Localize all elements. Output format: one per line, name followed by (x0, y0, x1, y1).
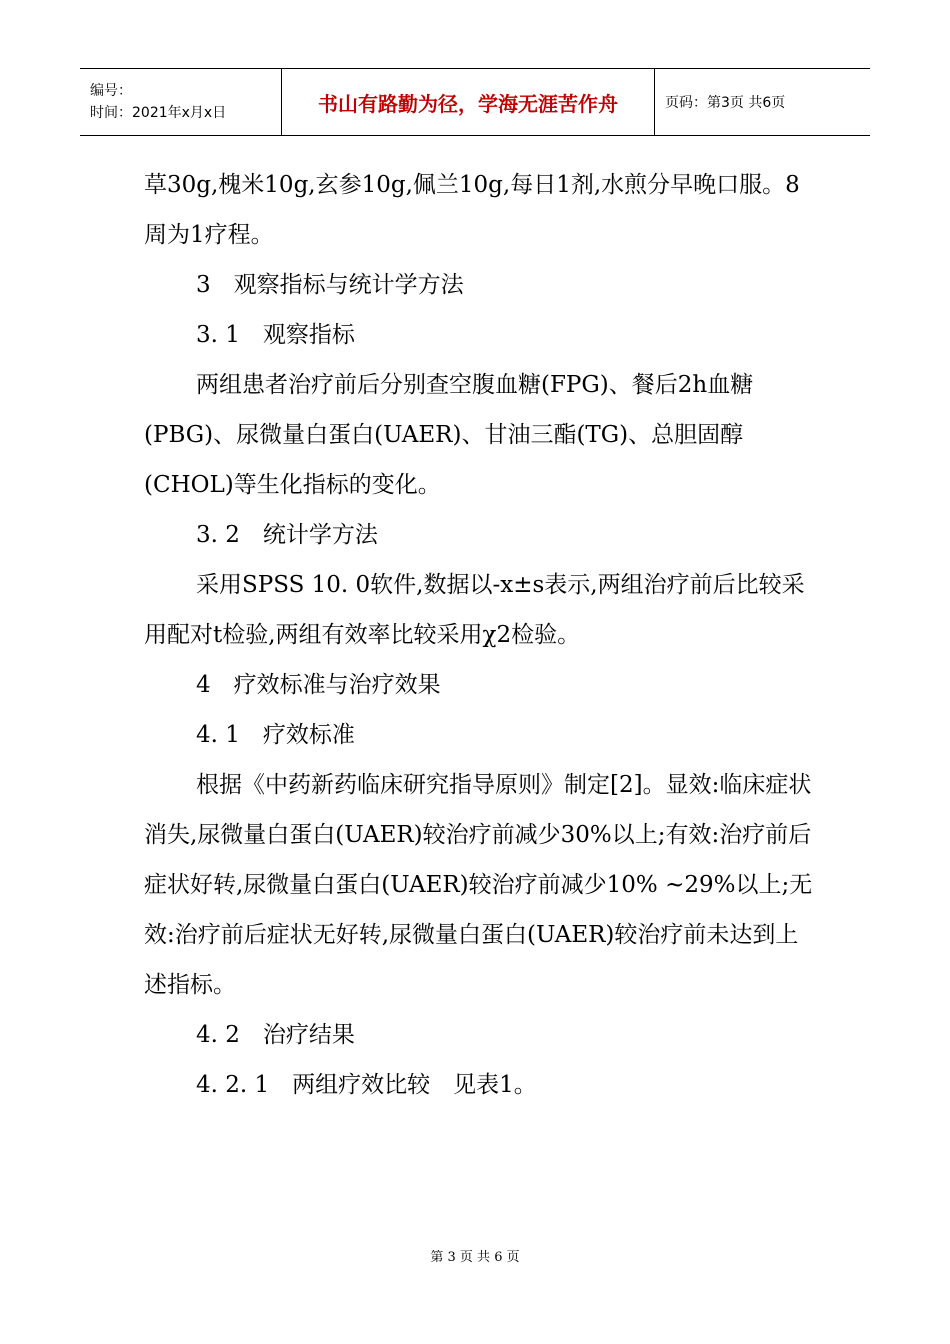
subsection-heading: 4. 2 治疗结果 (196, 1022, 355, 1048)
subsection-heading: 4. 2. 1 两组疗效比较 见表1。 (196, 1072, 537, 1098)
header-right-cell (655, 69, 870, 135)
subsection-heading: 4. 1 疗效标准 (196, 722, 355, 748)
paragraph: 两组患者治疗前后分别查空腹血糖(FPG)、餐后2h血糖(PBG)、尿微量白蛋白(UAER)、甘油三酯(TG)、总胆固醇(CHOL)等生化指标的变化。 (144, 372, 754, 498)
page-footer: 第 3 页 共 6 页 (430, 1250, 520, 1265)
paragraph: 草30g,槐米10g,玄参10g,佩兰10g,每日1剂,水煎分早晚口服。8周为1疗程。 (144, 172, 800, 248)
number-label: 编号： (90, 83, 132, 99)
subsection-heading: 3. 2 统计学方法 (196, 522, 378, 548)
paragraph: 根据《中药新药临床研究指导原则》制定[2]。显效:临床症状消失,尿微量白蛋白(UAER)较治疗前减少30%以上;有效:治疗前后症状好转,尿微量白蛋白(UAER)较治疗前减少10% ~29%以上;无效:治疗前后症状无好转,尿微量白蛋白(UAER)较治疗前未达到上述指标。 (144, 772, 813, 998)
subsection-heading: 3. 1 观察指标 (196, 322, 355, 348)
header-left-cell (80, 69, 281, 135)
header-motto: 书山有路勤为径，学海无涯苦作舟 (318, 91, 618, 116)
section-heading: 3 观察指标与统计学方法 (196, 272, 464, 298)
page-header (80, 68, 870, 136)
page-number-label: 页码：第3页 共6页 (665, 95, 786, 111)
time-label: 时间：2021年x月x日 (90, 105, 227, 121)
document-body (144, 160, 814, 1110)
paragraph: 采用SPSS 10. 0软件,数据以-x±s表示,两组治疗前后比较采用配对t检验,两组有效率比较采用χ2检验。 (144, 572, 805, 648)
header-middle-cell (281, 69, 655, 135)
section-heading: 4 疗效标准与治疗效果 (196, 672, 441, 698)
